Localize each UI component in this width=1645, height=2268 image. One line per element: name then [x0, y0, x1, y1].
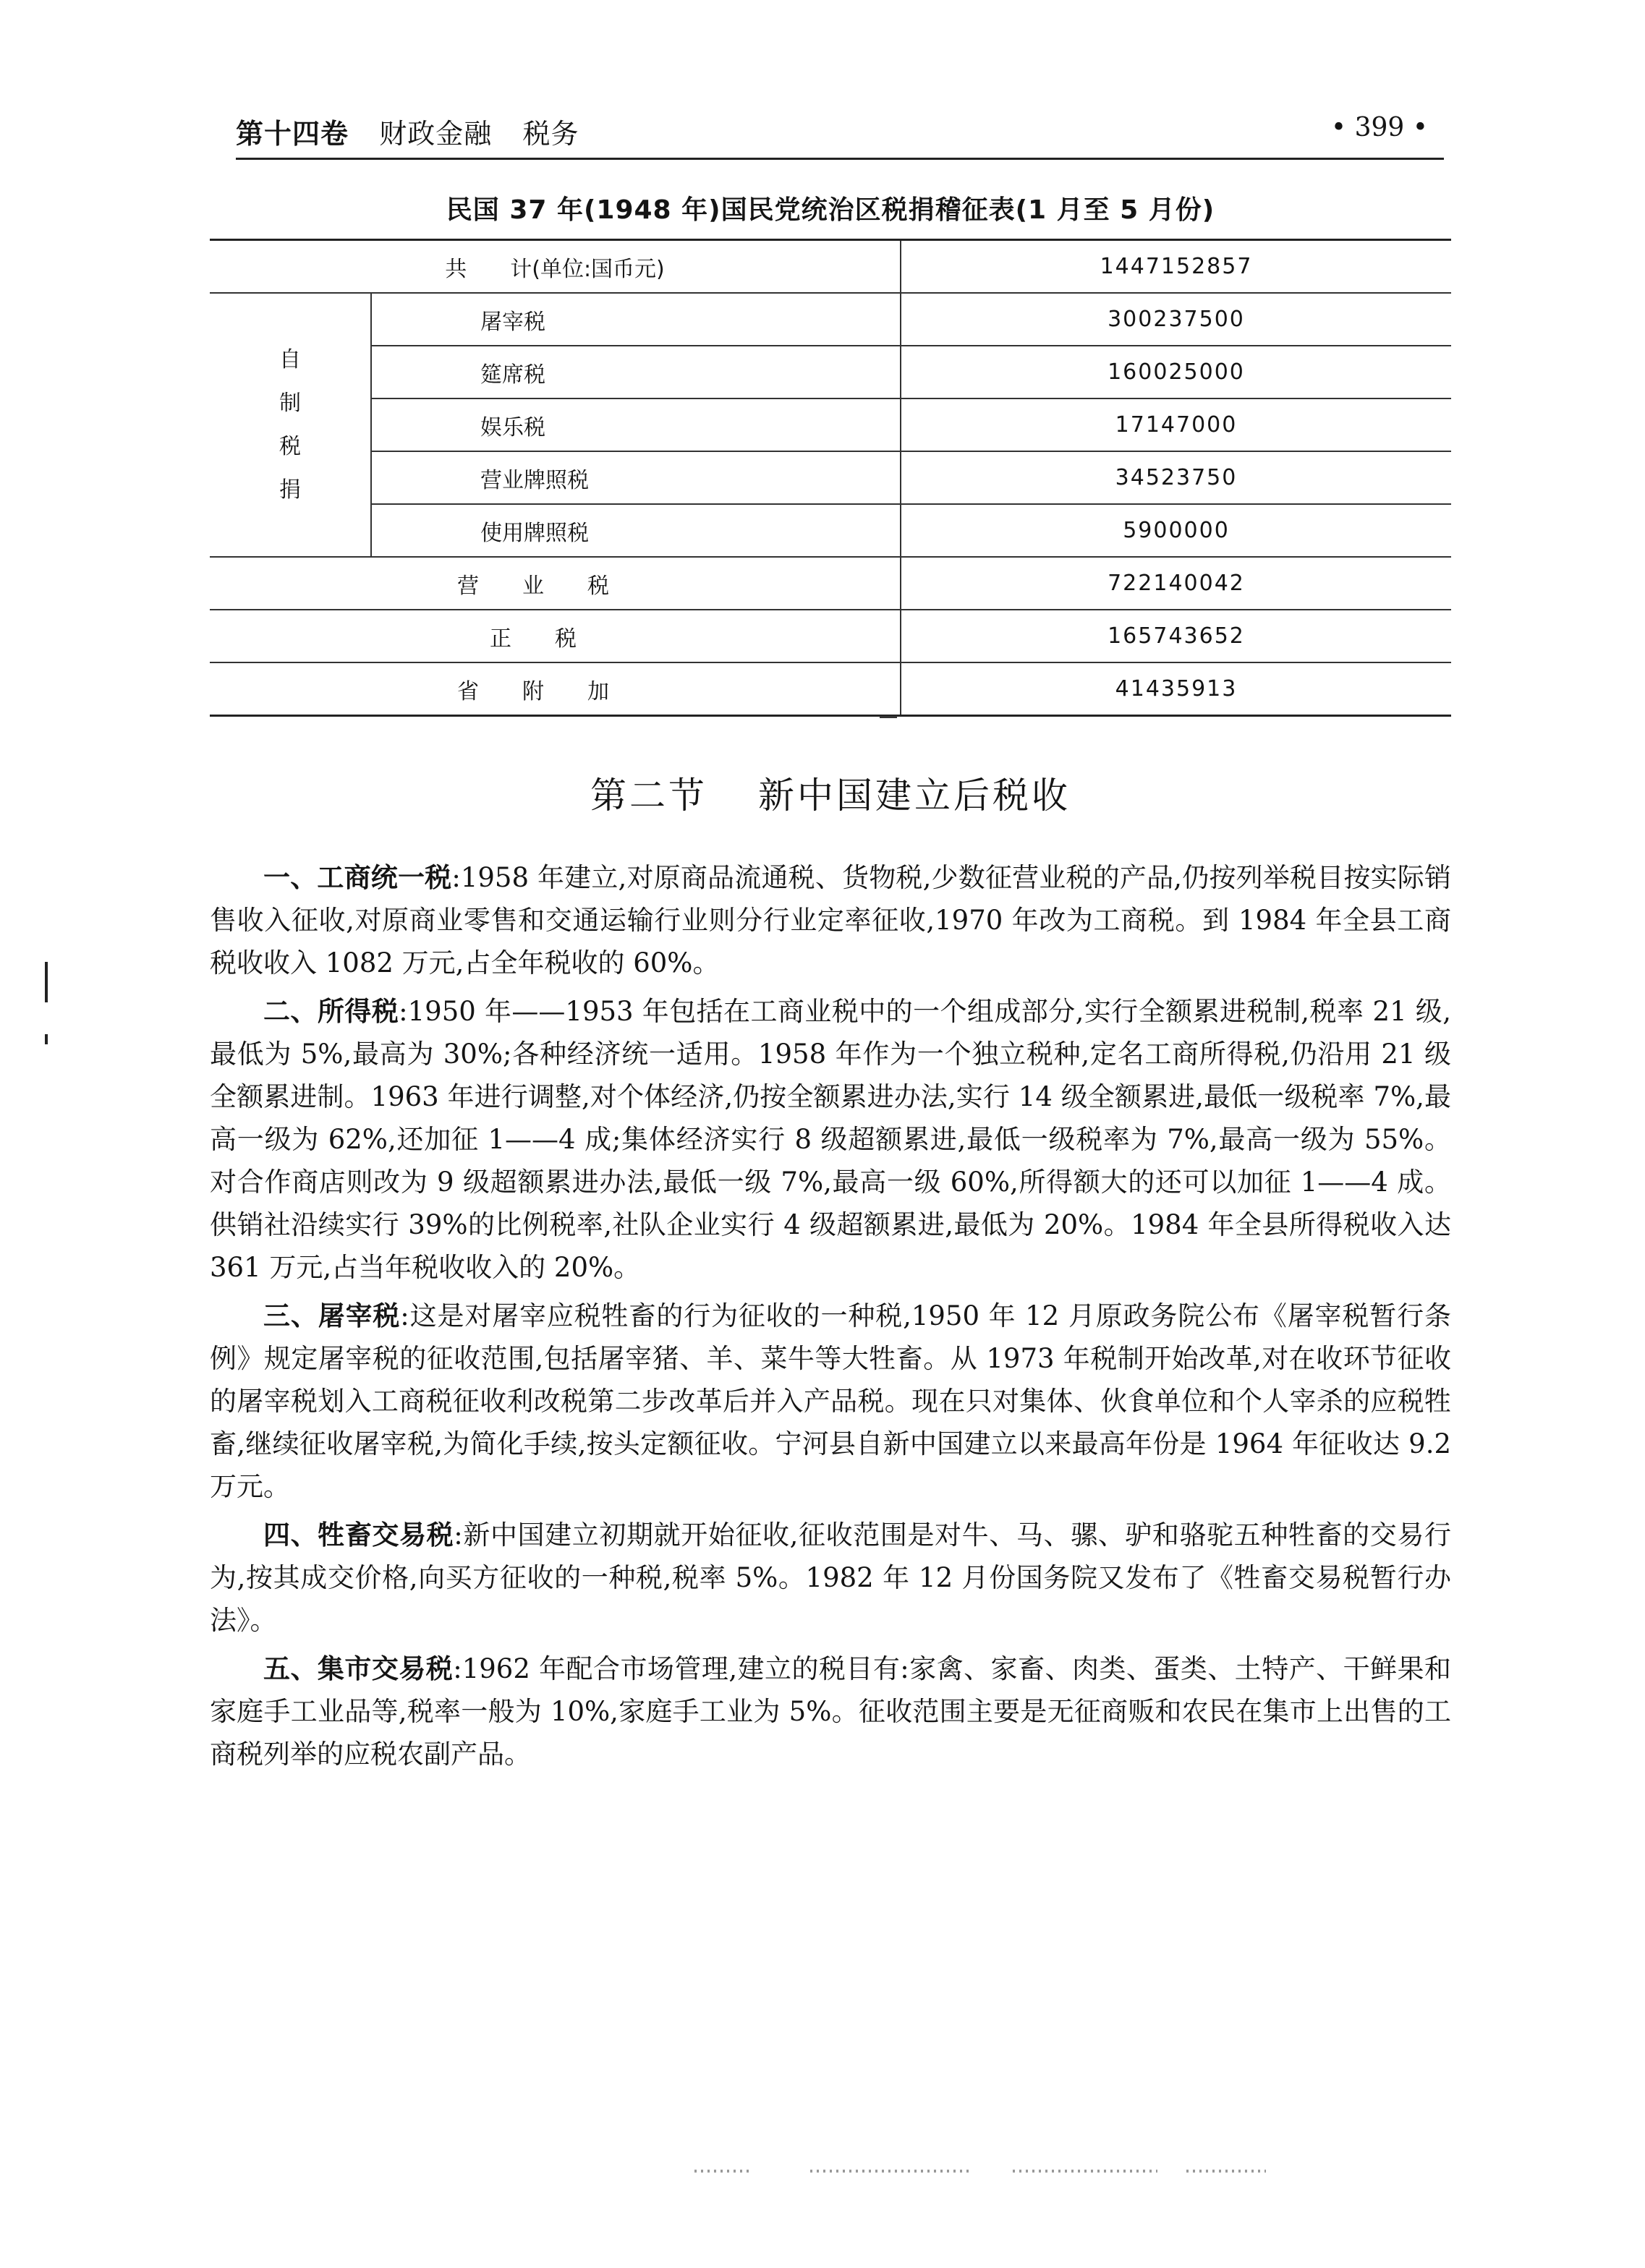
paragraph [210, 1647, 1451, 1775]
running-header [236, 107, 1444, 160]
scan-noise [1186, 2170, 1266, 2173]
row-label: 筵席税 [371, 346, 901, 398]
paragraph-heading: 四、牲畜交易税 [263, 1519, 454, 1551]
paragraph-heading: 二、所得税 [263, 996, 399, 1027]
paragraph-heading: 五、集市交易税 [263, 1653, 454, 1684]
row-label: 营业牌照税 [371, 451, 901, 504]
section-number: 第二节 [590, 775, 707, 817]
section-title [210, 767, 1451, 819]
row-label: 使用牌照税 [371, 504, 901, 557]
scan-noise [1013, 2170, 1157, 2173]
group-label-char: 制 [279, 390, 301, 416]
table-row [210, 662, 1451, 716]
row-value: 34523750 [901, 451, 1451, 504]
scan-tick-mark [880, 716, 897, 718]
scan-margin-mark [45, 1034, 48, 1044]
body-text [210, 856, 1451, 1781]
row-label: 营业税 [210, 557, 901, 610]
group-label-char: 税 [279, 433, 301, 459]
row-value: 165743652 [901, 610, 1451, 662]
row-value: 5900000 [901, 504, 1451, 557]
paragraph-text: :新中国建立初期就开始征收,征收范围是对牛、马、骡、驴和骆驼五种牲畜的交易行为,按其成交价格,向买方征收的一种税,税率 5%。1982 年 12 月份国务院又发布了《牲畜交易税暂行办法》。 [210, 1519, 1451, 1636]
row-value: 160025000 [901, 346, 1451, 398]
paragraph [210, 856, 1451, 984]
table-row-total [210, 240, 1451, 294]
row-value: 17147000 [901, 398, 1451, 451]
table-row [210, 504, 1451, 557]
row-value: 722140042 [901, 557, 1451, 610]
paragraph [210, 1514, 1451, 1642]
row-value: 300237500 [901, 293, 1451, 346]
table-row [210, 346, 1451, 398]
total-value: 1447152857 [901, 240, 1451, 294]
paragraph [210, 990, 1451, 1289]
table-title: 民国 37 年(1948 年)国民党统治区税捐稽征表(1 月至 5 月份) [446, 195, 1215, 225]
group-label-char: 捐 [279, 477, 301, 503]
row-value: 41435913 [901, 662, 1451, 716]
header-category: 财政金融 [379, 118, 493, 150]
total-label: 共 计(单位:国币元) [210, 240, 901, 294]
paragraph-text: :1962 年配合市场管理,建立的税目有:家禽、家畜、肉类、蛋类、土特产、干鲜果和家庭手工业品等,税率一般为 10%,家庭手工业为 5%。征收范围主要是无征商贩和农民在集市上出售的工商税列举的应税农副产品。 [210, 1653, 1451, 1770]
paragraph [210, 1295, 1451, 1508]
row-label: 正税 [210, 610, 901, 662]
paragraph-text: :1950 年——1953 年包括在工商业税中的一个组成部分,实行全额累进税制,税率 21 级,最低为 5%,最高为 30%;各种经济统一适用。1958 年作为一个独立税种,定名工商所得税,仍沿用 21 级全额累进制。1963 年进行调整,对个体经济,仍按全额累进办法,实行 14 级全额累进,最低一级税率 7%,最高一级为 62%,还加征 1——4 成;集体经济实行 8 级超额累进,最低一级税率为 7%,最高一级为 55%。对合作商店则改为 9 级超额累进办法,最低一级 7%,最高一级 60%,所得额大的还可以加征 1——4 成。供销社沿续实行 39%的比例税率,社队企业实行 4 级超额累进,最低为 20%。1984 年全县所得税收入达 361 万元,占当年税收收入的 20%。 [210, 996, 1451, 1283]
tax-table [210, 239, 1451, 717]
table-row [210, 293, 1451, 346]
row-label: 省附加 [210, 662, 901, 716]
table-row [210, 610, 1451, 662]
table-row [210, 557, 1451, 610]
scan-noise [810, 2170, 969, 2173]
scan-noise [694, 2170, 752, 2173]
paragraph-heading: 三、屠宰税 [263, 1300, 401, 1331]
section-heading: 新中国建立后税收 [758, 775, 1071, 817]
page-number: • 399 • [1330, 113, 1428, 142]
row-label: 屠宰税 [371, 293, 901, 346]
header-subcategory: 税务 [522, 118, 579, 150]
paragraph-text: :这是对屠宰应税牲畜的行为征收的一种税,1950 年 12 月原政务院公布《屠宰税暂行条例》规定屠宰税的征收范围,包括屠宰猪、羊、菜牛等大牲畜。从 1973 年税制开始改革,对在收环节征收的屠宰税划入工商税征收利改税第二步改革后并入产品税。现在只对集体、伙食单位和个人宰杀的应税牲畜,继续征收屠宰税,为简化手续,按头定额征收。宁河县自新中国建立以来最高年份是 1964 年征收达 9.2 万元。 [210, 1300, 1451, 1502]
table-row [210, 451, 1451, 504]
header-volume: 第十四卷 [236, 118, 349, 150]
header-breadcrumb [236, 111, 600, 151]
scan-margin-mark [45, 962, 48, 1002]
group-label [210, 293, 371, 557]
paragraph-heading: 一、工商统一税 [263, 862, 452, 893]
row-label: 娱乐税 [371, 398, 901, 451]
group-label-char: 自 [279, 346, 301, 372]
table-row [210, 398, 1451, 451]
paragraph-text: :1958 年建立,对原商品流通税、货物税,少数征营业税的产品,仍按列举税目按实际销售收入征收,对原商业零售和交通运输行业则分行业定率征收,1970 年改为工商税。到 1984 年全县工商税收收入 1082 万元,占全年税收的 60%。 [210, 862, 1452, 979]
